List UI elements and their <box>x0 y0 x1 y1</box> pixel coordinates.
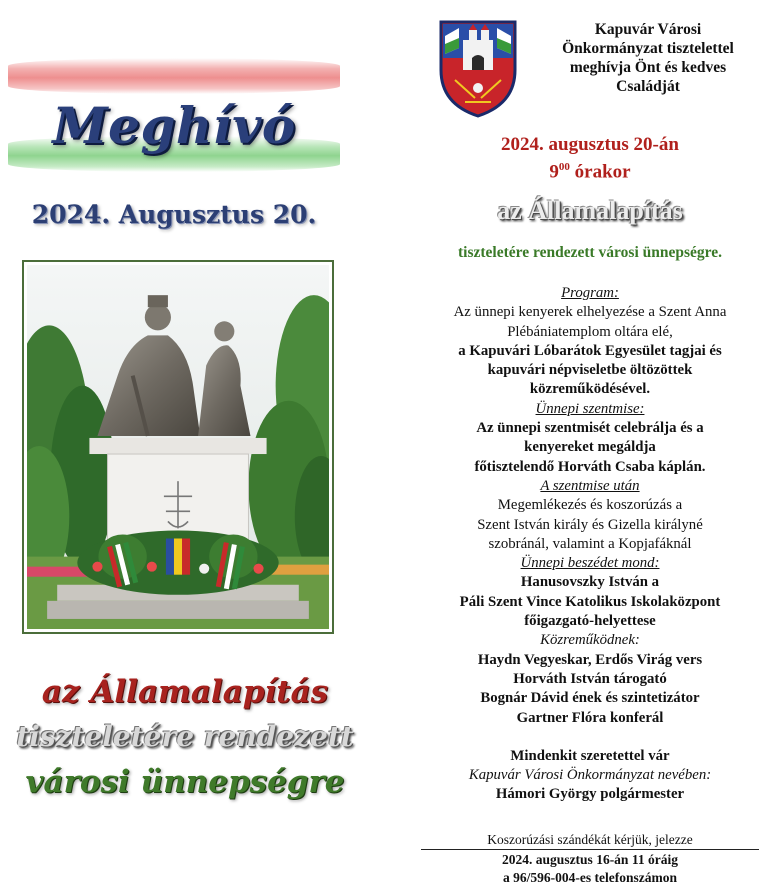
event-date-heading: 2024. Augusztus 20. <box>31 200 317 229</box>
organizer-line-3: meghívja Önt és kedves <box>569 59 727 76</box>
rsvp-footer <box>421 831 759 887</box>
rsvp-phone: a 96/596-004-es telefonszámon <box>503 870 677 885</box>
event-name: az Államalapítás <box>497 196 683 225</box>
program-line: szobránál, valamint a Kopjafáknál <box>488 535 692 552</box>
program-line: főtisztelendő Horváth Csaba káplán. <box>474 458 706 475</box>
program-line: Az ünnepi szentmisét celebrálja és a <box>476 420 704 437</box>
flag-red-stripe <box>8 58 340 94</box>
program-line: A szentmise után <box>540 477 640 494</box>
event-date: 2024. augusztus 20-án <box>501 134 679 155</box>
kapuvar-coat-of-arms-icon <box>435 18 521 118</box>
statue-photo <box>27 265 329 629</box>
program-line: kapuvári népviseletbe öltözöttek <box>487 362 693 379</box>
organizer-line-1: Kapuvár Városi <box>594 21 702 38</box>
event-time-suffix: órakor <box>569 161 631 183</box>
program-line: közreműködésével. <box>529 381 651 398</box>
event-date-time <box>415 133 765 183</box>
program-gap <box>415 728 765 747</box>
program-line: Bognár Dávid ének és szintetizátor <box>480 690 700 707</box>
program-line: Haydn Vegyeskar, Erdős Virág vers <box>477 651 703 668</box>
program-line: főigazgató-helyettese <box>524 613 656 630</box>
program-line: Mindenkit szeretettel vár <box>510 747 670 764</box>
program-line: Plébániatemplom oltára elé, <box>507 323 673 340</box>
left-event-line-3: városi ünnepségre <box>25 764 345 800</box>
program-line: Hámori György polgármester <box>495 786 685 803</box>
organizer-text <box>533 20 763 96</box>
program-line: Az ünnepi kenyerek elhelyezése a Szent Anna <box>453 304 727 321</box>
program-line: a Kapuvári Lóbarátok Egyesület tagjai és <box>458 342 722 359</box>
program-line: Hanusovszky István a <box>520 574 660 591</box>
program-line: Ünnepi szentmise: <box>535 400 645 417</box>
program-line: kenyereket megáldja <box>524 439 656 456</box>
right-column <box>415 0 760 894</box>
program-line: Megemlékezés és koszorúzás a <box>497 497 683 514</box>
left-event-line-2: tiszteletére rendezett <box>16 720 354 753</box>
footer-divider <box>421 849 759 850</box>
rsvp-deadline: 2024. augusztus 16-án 11 óráig <box>502 852 678 867</box>
rsvp-note: Koszorúzási szándékát kérjük, jelezze <box>487 832 693 847</box>
statue-photo-frame <box>22 260 334 634</box>
organizer-line-2: Önkormányzat tisztelettel <box>562 40 734 57</box>
event-time-minutes: 00 <box>558 161 570 173</box>
invitation-title: Meghívó <box>52 96 296 155</box>
organizer-line-4: Családját <box>616 78 680 95</box>
program-line: Páli Szent Vince Katolikus Iskolaközpont <box>459 593 721 610</box>
program-section <box>415 284 765 805</box>
event-subtitle: tiszteletére rendezett városi ünnepségre. <box>458 244 722 261</box>
program-line: Ünnepi beszédet mond: <box>520 555 660 572</box>
program-line: Gartner Flóra konferál <box>516 709 664 726</box>
left-event-line-1: az Államalapítás <box>41 674 329 710</box>
event-time <box>415 156 765 183</box>
program-line: Horváth István tárogató <box>513 670 667 687</box>
program-line: Közreműködnek: <box>540 632 640 649</box>
program-line: Szent István király és Gizella királyné <box>477 516 703 533</box>
program-line: Kapuvár Városi Önkormányzat nevében: <box>468 767 712 784</box>
program-line: Program: <box>561 285 619 301</box>
event-time-hour: 9 <box>549 161 559 183</box>
